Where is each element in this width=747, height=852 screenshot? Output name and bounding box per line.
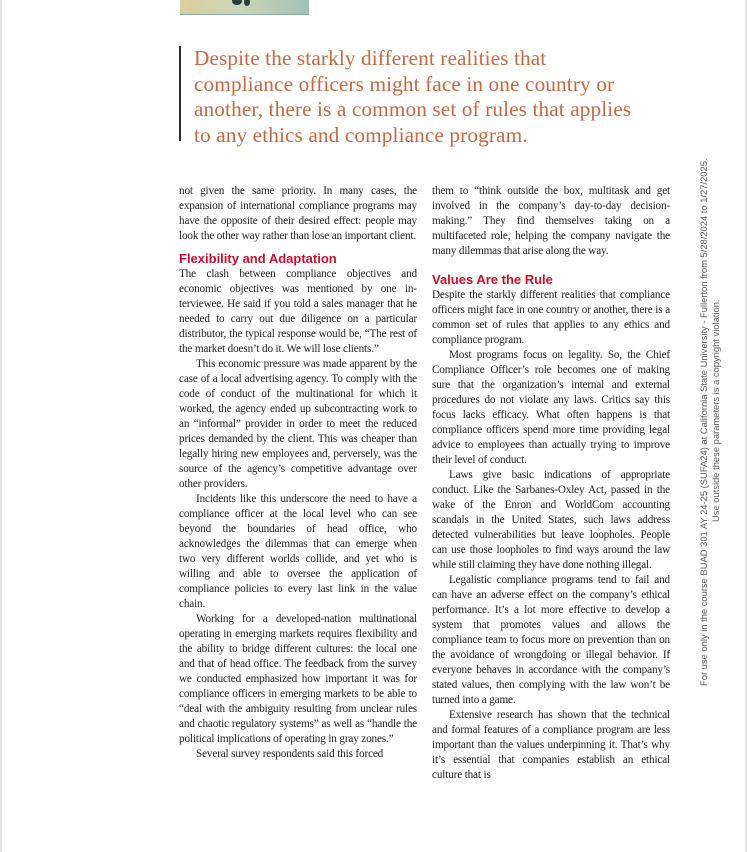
section-heading-flexibility: Flexibility and Adaptation bbox=[179, 251, 337, 266]
illustration-shape bbox=[244, 0, 250, 6]
paragraph: Working for a developed-nation multinational operating in emerging markets requires flexibility and the ability to bridge different cultures: the local one and that of head office. The feedback from the survey we conducted emphasized how important it was for compliance officers in emerging markets to be able to “deal with the ambiguity resulting from unclear rules and chaotic regulatory systems” as well as “handle the political implications of operating in gray zones.” bbox=[179, 613, 417, 745]
paragraph: not given the same priority. In many cases, the expansion of international compliance programs may have the opposite of their desired effect: people may look the other way rather than lose an important client. bbox=[179, 185, 417, 242]
section-heading-values: Values Are the Rule bbox=[432, 272, 553, 287]
left-column bbox=[179, 184, 417, 762]
paragraph: Legalistic compliance programs tend to fail and can have an adverse effect on the company’s ethical performance. It’s a lot more effective to develop a system that promotes values and allows the compliance team to focus more on prevention than on the avoidance of wrongdoing or illegal behavior. If everyone behaves in accordance with the company’s stated values, then complying with the law won’t be turned into a game. bbox=[432, 574, 670, 706]
page-edge-left bbox=[0, 0, 2, 852]
paragraph: Despite the starkly different realities that compliance officers might face in one country or another, there is a common set of rules that applies to any ethics and compliance program. bbox=[432, 289, 670, 346]
pull-quote bbox=[179, 46, 639, 148]
paragraph: Several survey respondents said this forced bbox=[196, 748, 384, 760]
paragraph: Laws give basic indications of appropriate conduct. Like the Sarbanes-Oxley Act, passed in the wake of the Enron and WorldCom accounting scandals in the United States, such laws address detected vulnerabilities but leave loopholes. People can use those loopholes to find ways around the law while still claiming they have done nothing illegal. bbox=[432, 469, 670, 571]
watermark-line-2: Use outside these parameters is a copyright violation. bbox=[710, 299, 721, 522]
paragraph: The clash between compliance objectives and economic objectives was mentioned by one interviewee. He said if you told a sales manager that he needed to carry out due diligence on a particular distributor, the typical response would be, “The rest of the market doesn’t do it. We will lose clients.” bbox=[179, 268, 417, 355]
paragraph: Extensive research has shown that the technical and formal features of a compliance program are less important than the values underpinning it. That’s why it’s essential that companies establish an ethical culture that is bbox=[432, 709, 670, 781]
pull-quote-text bbox=[194, 46, 639, 149]
watermark-line-1: For use only in the course BUAD 301 AY 24-25 (SUFA24) at California State University - Fullerton from 5/28/2024 to 1/27/2025. bbox=[698, 158, 709, 686]
paragraph: Most programs focus on legality. So, the Chief Compliance Officer’s role becomes one of making sure that the organization’s internal and external procedures do not violate any laws. Critics say this focus lacks efficacy. What often happens is that compliance officers spend more time providing legal advice to employees than actually trying to improve their level of conduct. bbox=[432, 349, 670, 466]
paragraph: them to “think outside the box, multitask and get involved in the company’s day-to-day decision-making.” They find themselves taking on a multifaceted role, helping the company navigate the many dilemmas that arise along the way. bbox=[432, 185, 670, 257]
pull-quote-line: another, there is a common set of rules that applies bbox=[194, 97, 632, 122]
paragraph: This economic pressure was made apparent by the case of a local advertising agency. To comply with the code of conduct of the multinational for which it worked, the agency ended up subcontracting work to an “informal” provider in order to meet the reduced prices demanded by the client. This was cheaper than legally hiring new employees and, perversely, was the source of the agency’s competitive advantage over other providers. bbox=[179, 358, 417, 490]
illustration-shape bbox=[232, 0, 242, 5]
illustration-fragment bbox=[180, 0, 309, 15]
copyright-watermark bbox=[690, 118, 730, 688]
right-column bbox=[432, 184, 670, 783]
pull-quote-line: to any ethics and compliance program. bbox=[194, 123, 528, 148]
pull-quote-line: Despite the starkly different realities that bbox=[194, 46, 547, 70]
paragraph: Incidents like this underscore the need to have a compliance officer at the local level who can see beyond the boundaries of head office, who acknowledges the dilemmas that can emerge when two very different worlds collide, and yet who is willing and able to oversee the application of compliance policies to every last link in the value chain. bbox=[179, 493, 417, 610]
pull-quote-line: compliance officers might face in one country or bbox=[194, 71, 615, 96]
